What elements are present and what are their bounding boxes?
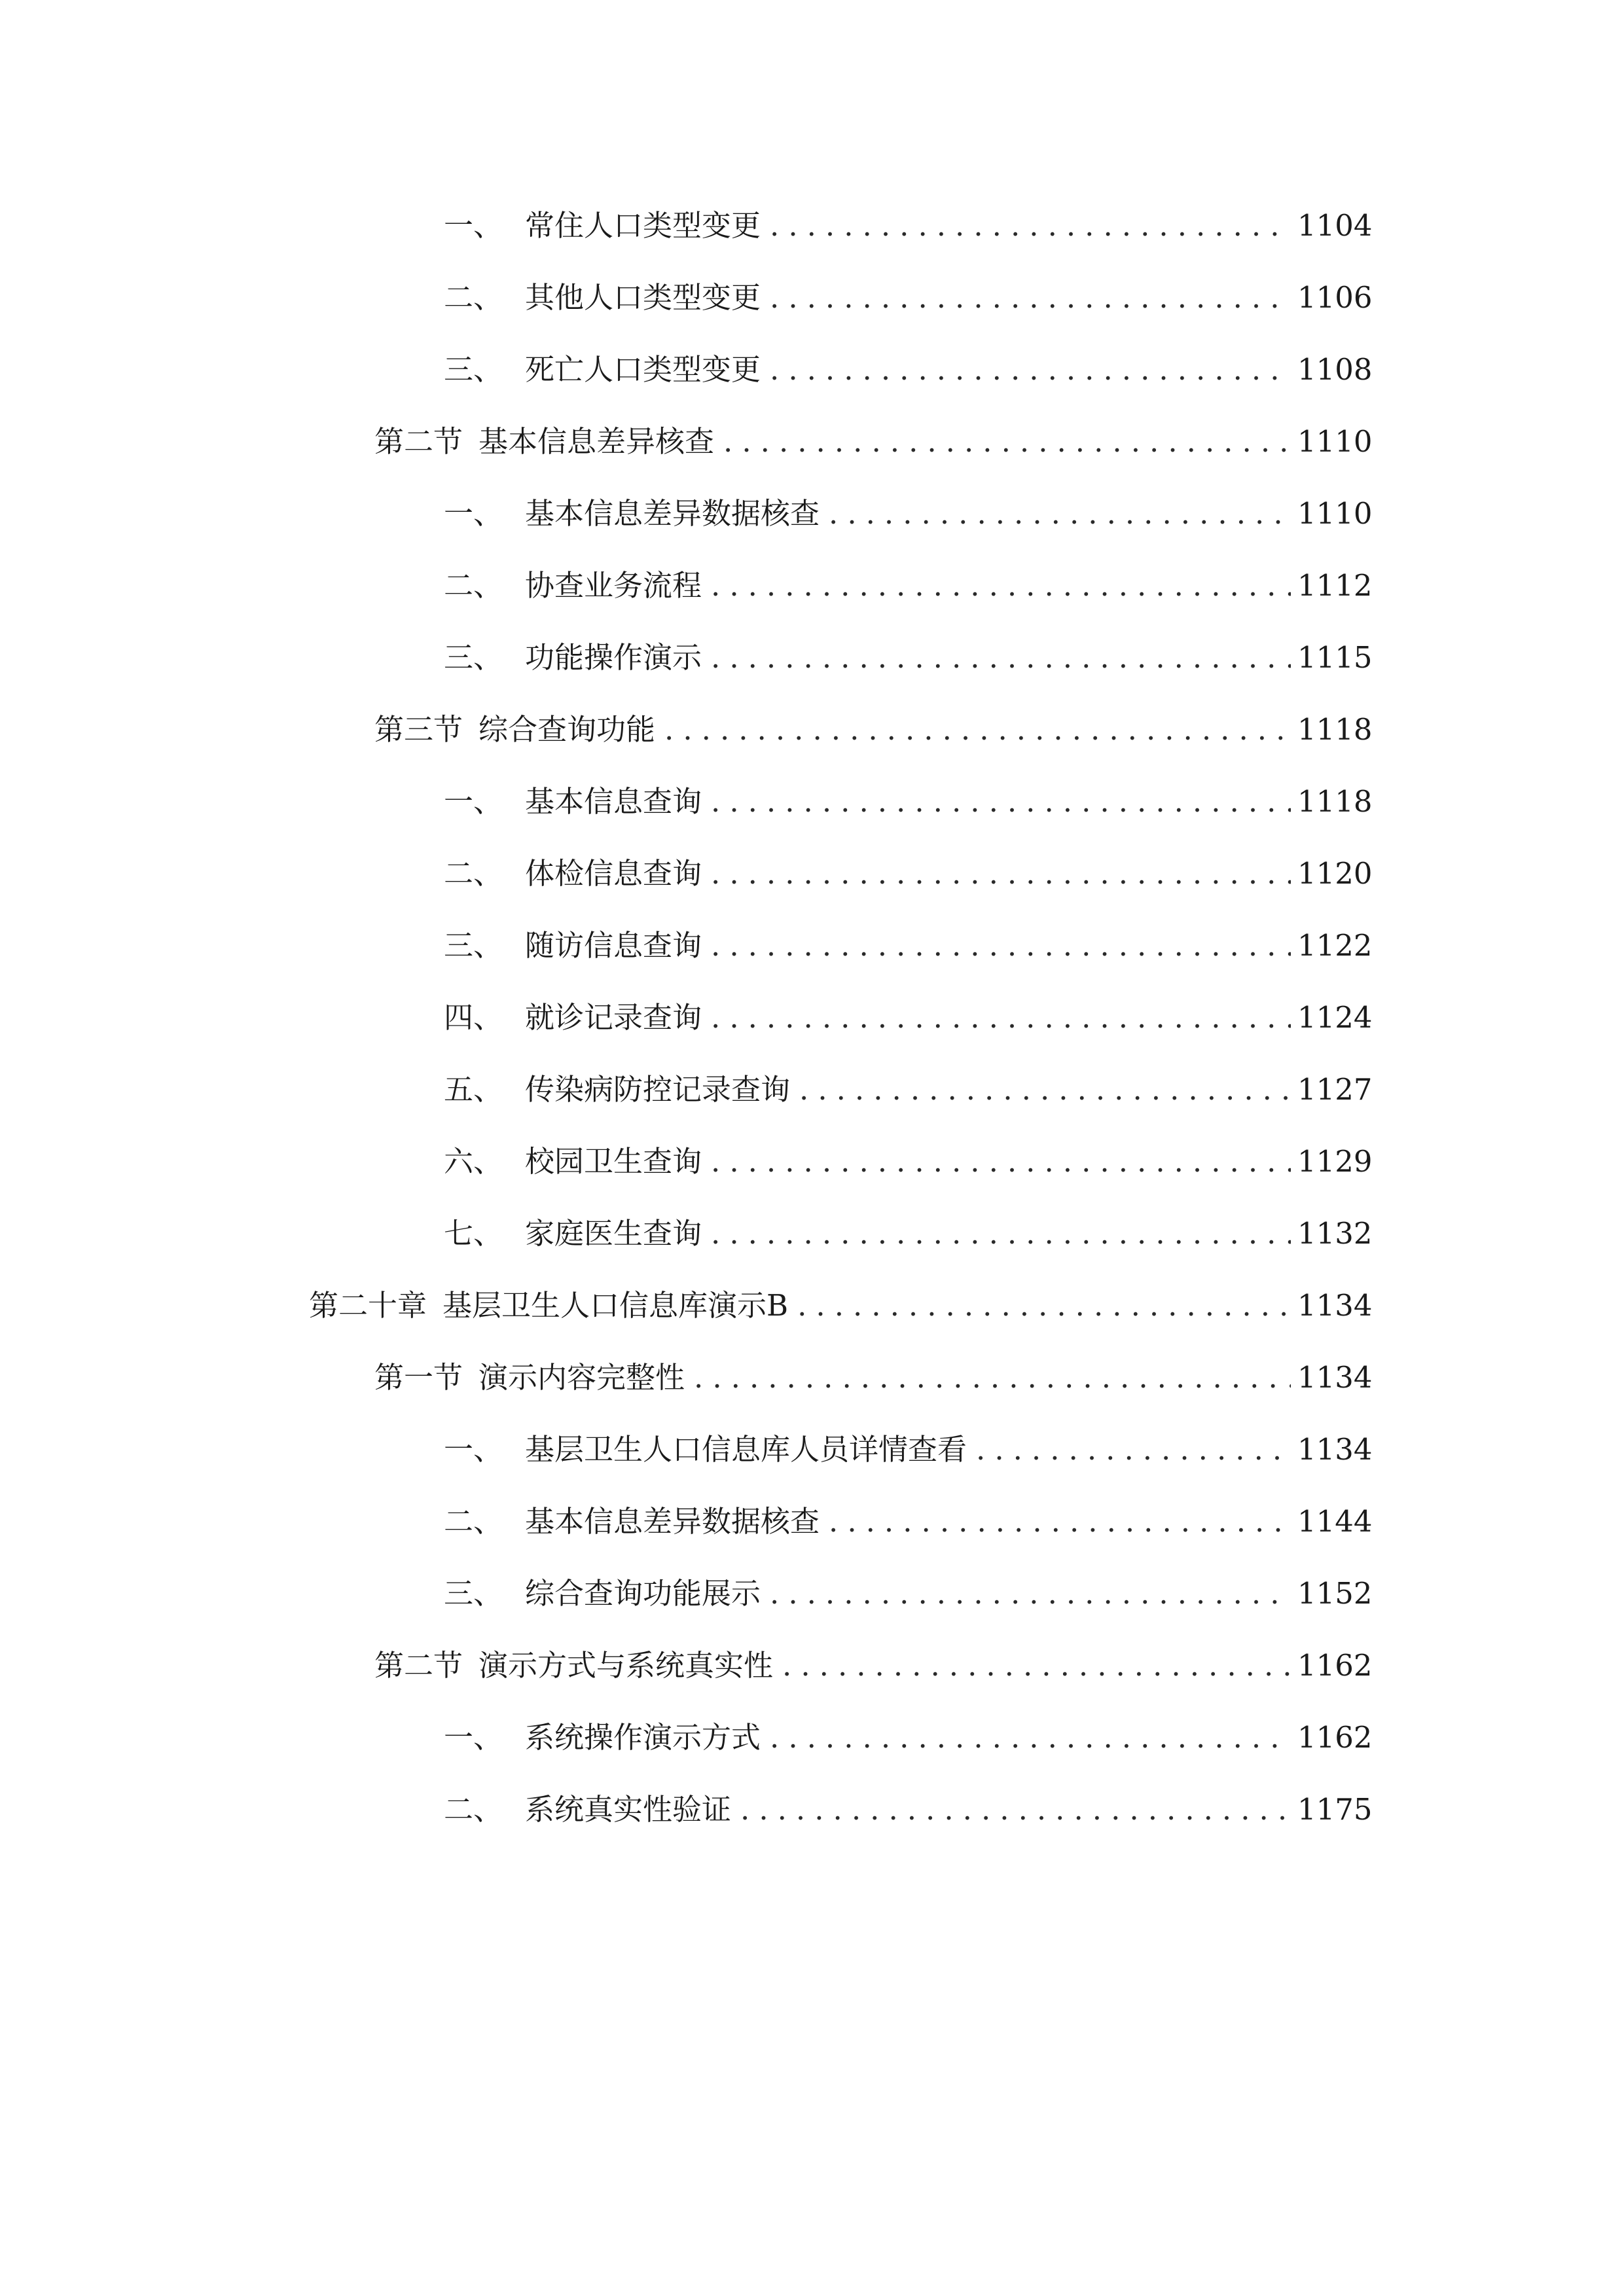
toc-leader-dots (740, 1787, 1291, 1833)
toc-entry-number: 二、 (444, 568, 503, 603)
toc-entry-title: 基本信息差异核查 (478, 424, 715, 459)
toc-entry[interactable] (444, 203, 1371, 249)
toc-entry-number: 六、 (444, 1144, 503, 1179)
toc-entry-title: 随访信息查询 (525, 928, 702, 963)
toc-entry-title: 基本信息差异数据核查 (525, 1504, 820, 1539)
toc-entry-title: 功能操作演示 (525, 640, 702, 675)
toc-entry-title: 体检信息查询 (525, 856, 702, 891)
toc-entry[interactable] (444, 347, 1371, 393)
toc-entry-title: 演示内容完整性 (478, 1360, 685, 1395)
toc-entry-title: 综合查询功能 (478, 712, 656, 747)
toc-entry-page: 1115 (1297, 640, 1373, 675)
toc-entry-page: 1104 (1297, 208, 1373, 243)
toc-entry-page: 1134 (1297, 1360, 1373, 1395)
toc-leader-dots (711, 635, 1291, 681)
toc-entry-page: 1110 (1297, 496, 1373, 531)
toc-entry-number: 三、 (444, 1576, 503, 1611)
toc-entry[interactable] (444, 1139, 1371, 1185)
toc-entry-number: 一、 (444, 1432, 503, 1467)
toc-leader-dots (770, 347, 1291, 393)
toc-entry-number: 第二节 (374, 424, 463, 459)
toc-entry[interactable] (444, 851, 1371, 897)
toc-entry-page: 1110 (1297, 424, 1373, 459)
toc-leader-dots (711, 923, 1291, 969)
toc-entry-title: 就诊记录查询 (525, 1000, 702, 1035)
toc-leader-dots (711, 1139, 1291, 1185)
toc-entry-number: 一、 (444, 496, 503, 531)
toc-leader-dots (829, 1499, 1291, 1545)
toc-entry[interactable] (444, 1211, 1371, 1257)
toc-leader-dots (770, 1715, 1291, 1761)
toc-entry-page: 1124 (1297, 1000, 1373, 1035)
toc-entry[interactable] (444, 1067, 1371, 1113)
toc-entry[interactable] (444, 779, 1371, 825)
toc-entry-page: 1134 (1297, 1432, 1373, 1467)
toc-entry-page: 1122 (1297, 928, 1373, 963)
toc-entry-title: 基层卫生人口信息库演示B (442, 1288, 789, 1323)
toc-leader-dots (770, 203, 1291, 249)
toc-entry-page: 1144 (1297, 1504, 1373, 1539)
toc-entry-page: 1129 (1297, 1144, 1373, 1179)
toc-entry[interactable] (444, 923, 1371, 969)
toc-entry-number: 二、 (444, 1792, 503, 1827)
toc-entry-number: 第二节 (374, 1648, 463, 1683)
toc-entry[interactable] (444, 635, 1371, 681)
toc-entry[interactable] (374, 1355, 1371, 1401)
toc-entry-page: 1134 (1297, 1288, 1373, 1323)
toc-entry[interactable] (444, 491, 1371, 537)
toc-entry-number: 一、 (444, 1720, 503, 1755)
toc-entry-number: 第二十章 (309, 1288, 427, 1323)
toc-leader-dots (770, 275, 1291, 321)
toc-entry[interactable] (444, 1571, 1371, 1617)
toc-entry-title: 综合查询功能展示 (525, 1576, 761, 1611)
toc-leader-dots (711, 851, 1291, 897)
toc-entry-number: 二、 (444, 280, 503, 315)
toc-leader-dots (664, 707, 1291, 753)
toc-leader-dots (799, 1067, 1291, 1113)
toc-entry[interactable] (444, 1427, 1371, 1473)
toc-leader-dots (829, 491, 1291, 537)
toc-entry-title: 基本信息差异数据核查 (525, 496, 820, 531)
toc-entry-page: 1112 (1297, 568, 1373, 603)
toc-entry-page: 1162 (1297, 1720, 1373, 1755)
toc-entry-title: 协查业务流程 (525, 568, 702, 603)
toc-entry-number: 三、 (444, 640, 503, 675)
toc-entry-number: 七、 (444, 1216, 503, 1251)
toc-entry-title: 死亡人口类型变更 (525, 352, 761, 387)
toc-leader-dots (976, 1427, 1291, 1473)
toc-entry-title: 其他人口类型变更 (525, 280, 761, 315)
toc-entry-title: 系统操作演示方式 (525, 1720, 761, 1755)
toc-entry-number: 第一节 (374, 1360, 463, 1395)
toc-entry-number: 二、 (444, 856, 503, 891)
toc-leader-dots (711, 995, 1291, 1041)
toc-entry-title: 演示方式与系统真实性 (478, 1648, 774, 1683)
toc-leader-dots (694, 1355, 1291, 1401)
toc-entry-title: 基层卫生人口信息库人员详情查看 (525, 1432, 967, 1467)
toc-entry[interactable] (444, 563, 1371, 609)
toc-leader-dots (797, 1283, 1291, 1329)
toc-entry-number: 三、 (444, 352, 503, 387)
toc-leader-dots (723, 419, 1291, 465)
toc-entry-number: 一、 (444, 208, 503, 243)
toc-entry-title: 基本信息查询 (525, 784, 702, 819)
toc-entry-page: 1108 (1297, 352, 1373, 387)
toc-entry[interactable] (444, 275, 1371, 321)
toc-entry-number: 二、 (444, 1504, 503, 1539)
toc-entry[interactable] (444, 1787, 1371, 1833)
toc-entry-number: 一、 (444, 784, 503, 819)
toc-entry-number: 四、 (444, 1000, 503, 1035)
toc-entry-page: 1118 (1297, 712, 1373, 747)
toc-entry[interactable] (374, 1643, 1371, 1689)
toc-entry-page: 1132 (1297, 1216, 1373, 1251)
toc-entry-number: 三、 (444, 928, 503, 963)
toc-leader-dots (782, 1643, 1291, 1689)
toc-entry-number: 第三节 (374, 712, 463, 747)
toc-entry-page: 1127 (1297, 1072, 1373, 1107)
toc-entry-title: 系统真实性验证 (525, 1792, 732, 1827)
toc-entry-title: 校园卫生查询 (525, 1144, 702, 1179)
toc-entry[interactable] (374, 419, 1371, 465)
toc-leader-dots (770, 1571, 1291, 1617)
toc-entry[interactable] (444, 1499, 1371, 1545)
toc-entry-page: 1152 (1297, 1576, 1373, 1611)
toc-entry[interactable] (309, 1283, 1371, 1329)
toc-entry-page: 1175 (1297, 1792, 1373, 1827)
toc-entry-number: 五、 (444, 1072, 503, 1107)
toc-entry-title: 常住人口类型变更 (525, 208, 761, 243)
toc-entry[interactable] (374, 707, 1371, 753)
toc-entry-page: 1118 (1297, 784, 1373, 819)
toc-entry-title: 家庭医生查询 (525, 1216, 702, 1251)
toc-entry[interactable] (444, 995, 1371, 1041)
toc-leader-dots (711, 563, 1291, 609)
toc-entry-page: 1162 (1297, 1648, 1373, 1683)
toc-leader-dots (711, 779, 1291, 825)
toc-leader-dots (711, 1211, 1291, 1257)
toc-entry-page: 1106 (1297, 280, 1373, 315)
toc-entry[interactable] (444, 1715, 1371, 1761)
toc-entry-title: 传染病防控记录查询 (525, 1072, 791, 1107)
toc-entry-page: 1120 (1297, 856, 1373, 891)
